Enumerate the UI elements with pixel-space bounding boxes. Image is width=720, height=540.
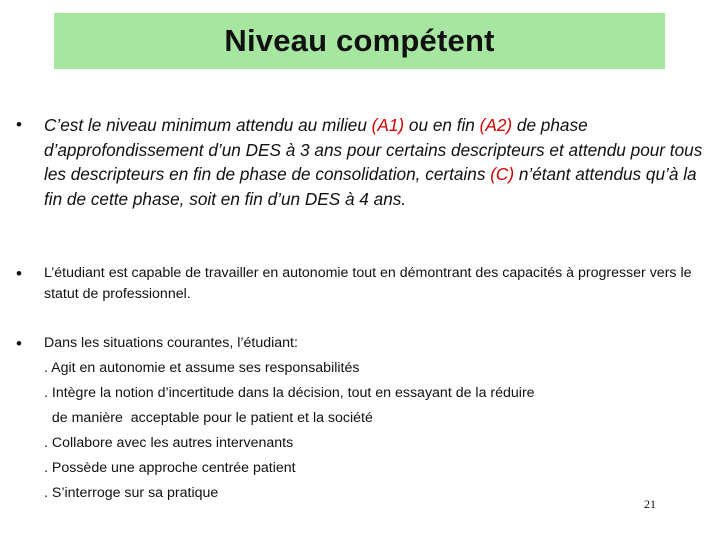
definition-part-1: C’est le niveau minimum attendu au milieu: [44, 115, 372, 135]
page-number: 21: [644, 497, 656, 511]
bullet-autonomy: [16, 263, 706, 305]
level-a1-label: (A1): [371, 115, 405, 135]
definition-text: [44, 113, 706, 211]
title-banner: [54, 13, 665, 69]
bullet-marker: •: [16, 334, 22, 353]
bullet-situations: [16, 331, 706, 506]
autonomy-text: L’étudiant est capable de travailler en autonomie tout en démontrant des capacités à progresser vers le statut de professionnel.: [44, 265, 692, 302]
list-item: . Agit en autonomie et assume ses responsabilités: [44, 360, 360, 376]
list-item: . Possède une approche centrée patient: [44, 460, 296, 476]
list-item: . S’interroge sur sa pratique: [44, 485, 219, 501]
situations-list: [44, 331, 706, 506]
level-c-label: (C): [490, 164, 515, 184]
bullet-definition: [16, 113, 706, 211]
definition-part-3: de phase d’approfondissement d’un DES à 3 ans pour certains descripteurs et attendu pour tous les descripteurs en fin de phase de consolidation, certains: [44, 115, 703, 184]
bullet-marker: •: [16, 115, 22, 134]
list-item: de manière acceptable pour le patient et la société: [44, 410, 373, 426]
list-item: . Collabore avec les autres intervenants: [44, 435, 294, 451]
definition-part-2: ou en fin: [404, 115, 480, 135]
level-a2-label: (A2): [479, 115, 513, 135]
bullet-marker: •: [16, 264, 22, 283]
slide-title: Niveau compétent: [224, 23, 495, 58]
list-item: . Intègre la notion d’incertitude dans la décision, tout en essayant de la réduire: [44, 385, 535, 401]
situations-intro: Dans les situations courantes, l’étudiant:: [44, 335, 298, 351]
definition-part-4: n’étant attendus qu’à la fin de cette phase, soit en fin d’un DES à 4 ans.: [44, 164, 697, 209]
